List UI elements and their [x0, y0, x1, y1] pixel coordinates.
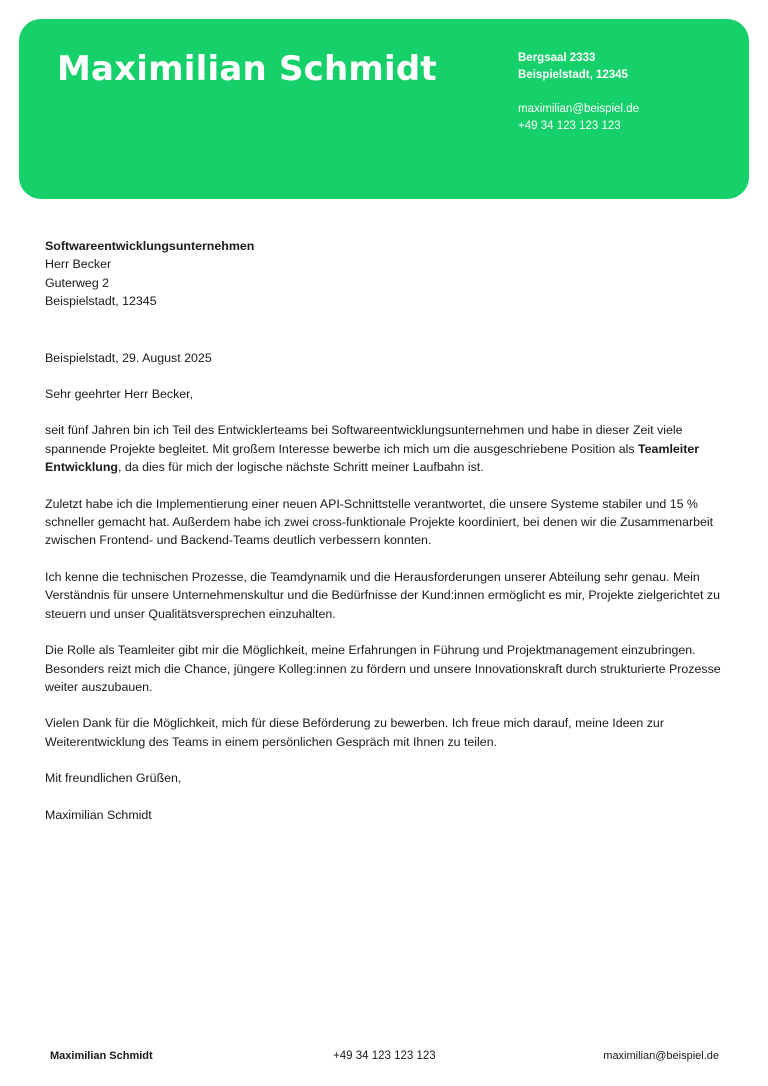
closing: Mit freundlichen Grüßen,: [45, 771, 182, 786]
paragraph-intro-text-b: , da dies für mich der logische nächste Schritt meiner Laufbahn ist.: [117, 460, 484, 475]
sender-phone: +49 34 123 123 123: [518, 120, 621, 132]
salutation: Sehr geehrter Herr Becker,: [45, 387, 194, 402]
recipient-street: Guterweg 2: [45, 275, 110, 290]
recipient-company: Softwareentwicklungsunternehmen: [45, 239, 255, 253]
paragraph-knowledge: Ich kenne die technischen Prozesse, die Teamdynamik und die Herausforderungen unserer Abteilung sehr genau. Mein Verständnis für unsere Unternehmenskultur und die Bedürfnisse der Kund:innen ermöglicht es mir, Projekte zielgerichtet zu steuern und unser Qualitätsversprechen einzuhalten.: [45, 569, 720, 621]
recipient-contact: Herr Becker: [45, 257, 112, 272]
sender-email: maximilian@beispiel.de: [518, 103, 639, 115]
recipient-city: Beispielstadt, 12345: [45, 294, 157, 309]
sender-name: Maximilian Schmidt: [57, 49, 437, 89]
paragraph-motivation: Die Rolle als Teamleiter gibt mir die Möglichkeit, meine Erfahrungen in Führung und Projektmanagement einzubringen. Besonders reizt mich die Chance, jüngere Kolleg:innen zu fördern und unsere Innovationskraft durch strukturierte Prozesse weiter auszubauen.: [45, 643, 721, 694]
paragraph-intro-text-a: seit fünf Jahren bin ich Teil des Entwicklerteams bei Softwareentwicklungsunternehmen und habe in dieser Zeit viele spannende Projekte begleitet. Mit großem Interesse bewerbe ich mich um die ausgeschriebene Position als: [45, 423, 683, 456]
sender-city: Beispielstadt, 12345: [518, 69, 628, 81]
footer: [50, 1048, 719, 1064]
paragraph-achievements: Zuletzt habe ich die Implementierung einer neuen API-Schnittstelle verantwortet, die unsere Systeme stabiler und 15 % schneller gemacht hat. Außerdem habe ich zwei cross-funktionale Projekte koordiniert, bei denen wir die Zusammenarbeit zwischen Frontend- und Backend-Teams deutlich verbessern konnten.: [45, 496, 714, 548]
recipient-block: [45, 237, 725, 311]
sender-contact: [518, 50, 639, 135]
letter-body: [45, 237, 725, 824]
footer-phone: +49 34 123 123 123: [333, 1050, 436, 1062]
contact-spacer: [518, 84, 639, 101]
footer-email: maximilian@beispiel.de: [603, 1050, 719, 1062]
header-banner: [19, 19, 749, 199]
paragraph-thanks: Vielen Dank für die Möglichkeit, mich für diese Beförderung zu bewerben. Ich freue mich darauf, meine Ideen zur Weiterentwicklung des Teams in einem persönlichen Gespräch mit Ihnen zu teilen.: [45, 716, 664, 749]
position-title: Teamleiter Entwicklung: [45, 441, 700, 475]
letter-date: Beispielstadt, 29. August 2025: [45, 350, 212, 365]
footer-name: Maximilian Schmidt: [50, 1050, 153, 1062]
paragraph-intro: [45, 421, 725, 476]
signature: Maximilian Schmidt: [45, 807, 152, 822]
sender-street: Bergsaal 2333: [518, 52, 596, 64]
